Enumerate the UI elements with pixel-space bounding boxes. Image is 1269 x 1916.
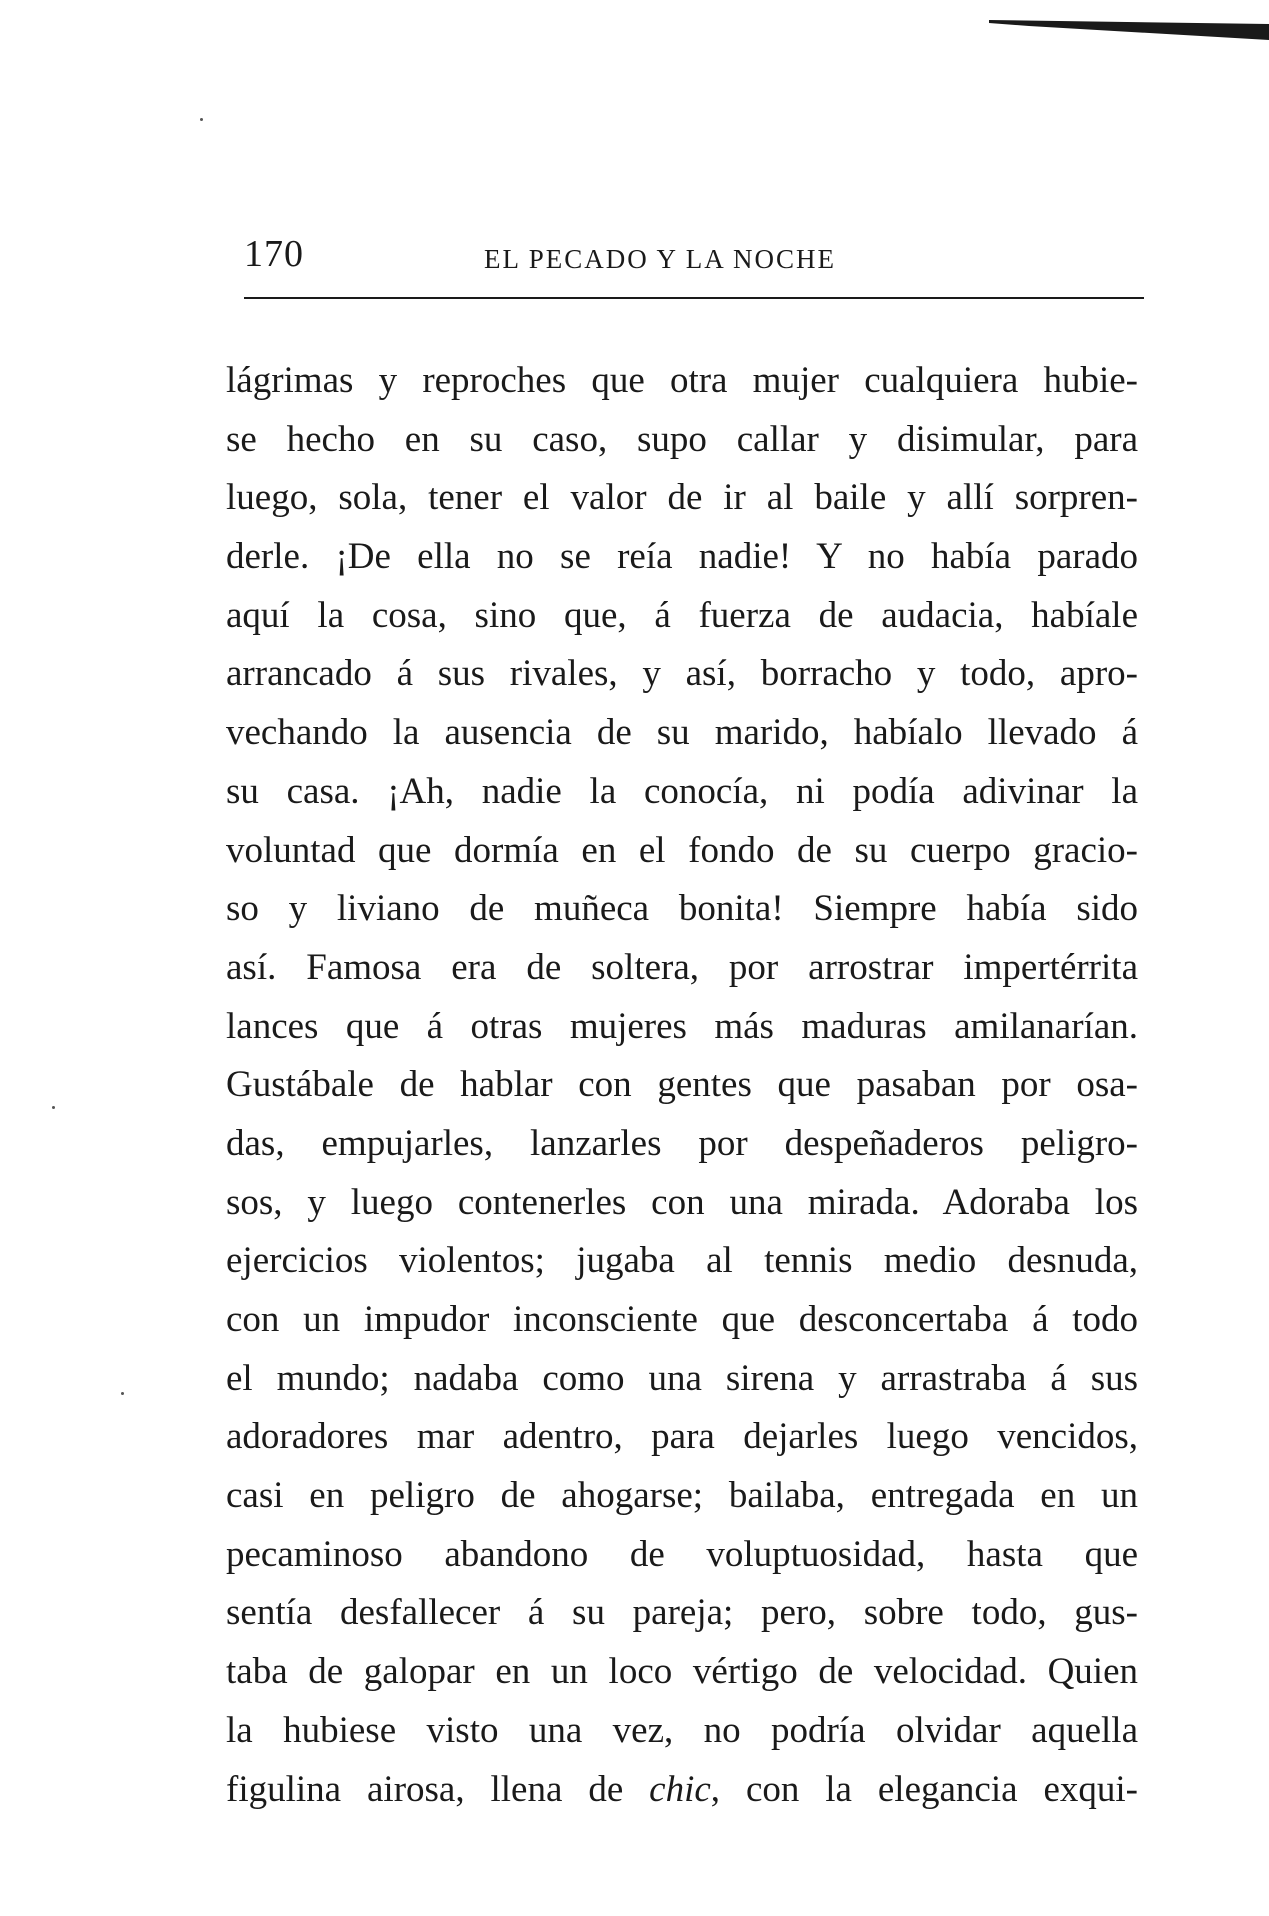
text-line: casi en peligro de ahogarse; bailaba, entregada en un bbox=[226, 1475, 1138, 1517]
text-line-last bbox=[226, 1761, 1138, 1820]
paper-speck bbox=[121, 1392, 124, 1395]
text-line: se hecho en su caso, supo callar y disimular, para bbox=[226, 418, 1138, 460]
text-line: vechando la ausencia de su marido, habíalo llevado á bbox=[226, 712, 1138, 754]
italic-word: chic bbox=[649, 1768, 711, 1810]
text-line: das, empujarles, lanzarles por despeñaderos peligro- bbox=[226, 1122, 1138, 1164]
text-line: voluntad que dormía en el fondo de su cuerpo gracio- bbox=[226, 829, 1138, 871]
running-title: EL PECADO Y LA NOCHE bbox=[484, 244, 836, 274]
running-head bbox=[244, 232, 1144, 280]
header-rule bbox=[244, 297, 1144, 299]
text-line: luego, sola, tener el valor de ir al baile y allí sorpren- bbox=[226, 477, 1138, 519]
text-line: sentía desfallecer á su pareja; pero, sobre todo, gus- bbox=[226, 1592, 1138, 1634]
text-line: la hubiese visto una vez, no podría olvidar aquella bbox=[226, 1709, 1138, 1751]
text-segment: , con la elegancia exqui- bbox=[710, 1768, 1138, 1810]
text-line: con un impudor inconsciente que desconcertaba á todo bbox=[226, 1299, 1138, 1340]
text-line: lances que á otras mujeres más maduras amilanarían. bbox=[226, 1005, 1138, 1047]
text-segment: figulina airosa, llena de bbox=[226, 1768, 650, 1810]
text-line: Gustábale de hablar con gentes que pasaban por osa- bbox=[226, 1064, 1138, 1106]
text-line: lágrimas y reproches que otra mujer cualquiera hubie- bbox=[226, 360, 1138, 401]
text-line: ejercicios violentos; jugaba al tennis medio desnuda, bbox=[226, 1240, 1138, 1282]
text-line: así. Famosa era de soltera, por arrostrar impertérrita bbox=[226, 946, 1138, 988]
text-line: pecaminoso abandono de voluptuosidad, hasta que bbox=[226, 1533, 1138, 1575]
text-line: derle. ¡De ella no se reía nadie! Y no había parado bbox=[226, 536, 1138, 578]
text-line: su casa. ¡Ah, nadie la conocía, ni podía adivinar la bbox=[226, 770, 1138, 812]
text-line: sos, y luego contenerles con una mirada. Adoraba los bbox=[226, 1181, 1138, 1223]
page-number: 170 bbox=[244, 233, 304, 275]
text-line: so y liviano de muñeca bonita! Siempre había sido bbox=[226, 888, 1138, 930]
body-text bbox=[226, 352, 1138, 1819]
text-line: arrancado á sus rivales, y así, borracho y todo, apro- bbox=[226, 653, 1138, 695]
text-line: el mundo; nadaba como una sirena y arrastraba á sus bbox=[226, 1357, 1138, 1399]
paper-speck bbox=[52, 1106, 55, 1109]
page-edge-mark bbox=[989, 18, 1269, 40]
text-line: adoradores mar adentro, para dejarles luego vencidos, bbox=[226, 1416, 1138, 1458]
text-line: aquí la cosa, sino que, á fuerza de audacia, habíale bbox=[226, 594, 1138, 636]
text-line: taba de galopar en un loco vértigo de velocidad. Quien bbox=[226, 1651, 1138, 1693]
paper-speck bbox=[200, 118, 203, 121]
